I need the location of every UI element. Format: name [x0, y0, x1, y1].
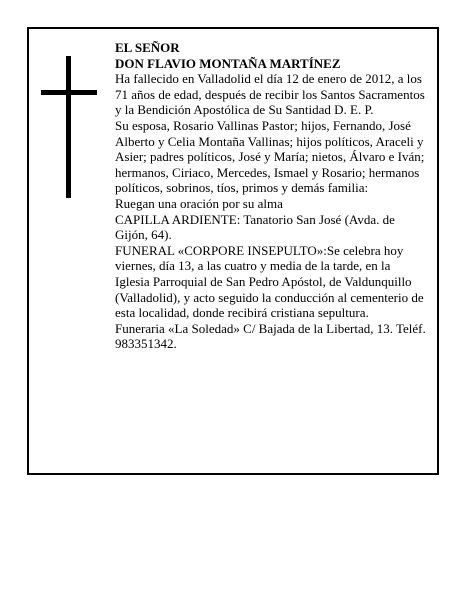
family-list: Su esposa, Rosario Vallinas Pastor; hijos, Fernando, José Alberto y Celia Montaña Vallinas; hijos políticos, Araceli y Asier; padres políticos, José y María; nietos, Álvaro e Iván; hermanos, Ciriaco, Mercedes, Ismael y Rosario; hermanos políticos, sobrinos, tíos, primos y demás familia: — [115, 117, 425, 196]
funeral-info: FUNERAL «CORPORE INSEPULTO»:Se celebra hoy viernes, día 13, a las cuatro y media de la tarde, en la Iglesia Parroquial de San Pedro Apóstol, de Valdunquillo (Valladolid), y acto seguido la conducción al cementerio de esta localidad, donde recibirá cristiana sepultura. — [115, 242, 424, 321]
death-announcement: Ha fallecido en Valladolid el día 12 de enero de 2012, a los 71 años de edad, después de recibir los Santos Sacramentos y la Bendición Apostólica de Su Santidad D. E. P. — [115, 71, 425, 118]
obituary-notice — [27, 27, 439, 475]
title-line-1: EL SEÑOR — [115, 40, 180, 55]
wake-info: CAPILLA ARDIENTE: Tanatorio San José (Avda. de Gijón, 64). — [115, 211, 395, 243]
funeral-home-info: Funeraria «La Soledad» C/ Bajada de la Libertad, 13. Teléf. 983351342. — [115, 320, 426, 352]
cross-icon — [41, 56, 97, 198]
obituary-text — [115, 40, 427, 352]
prayer-request: Ruegan una oración por su alma — [115, 195, 283, 211]
deceased-name: DON FLAVIO MONTAÑA MARTÍNEZ — [115, 55, 341, 71]
